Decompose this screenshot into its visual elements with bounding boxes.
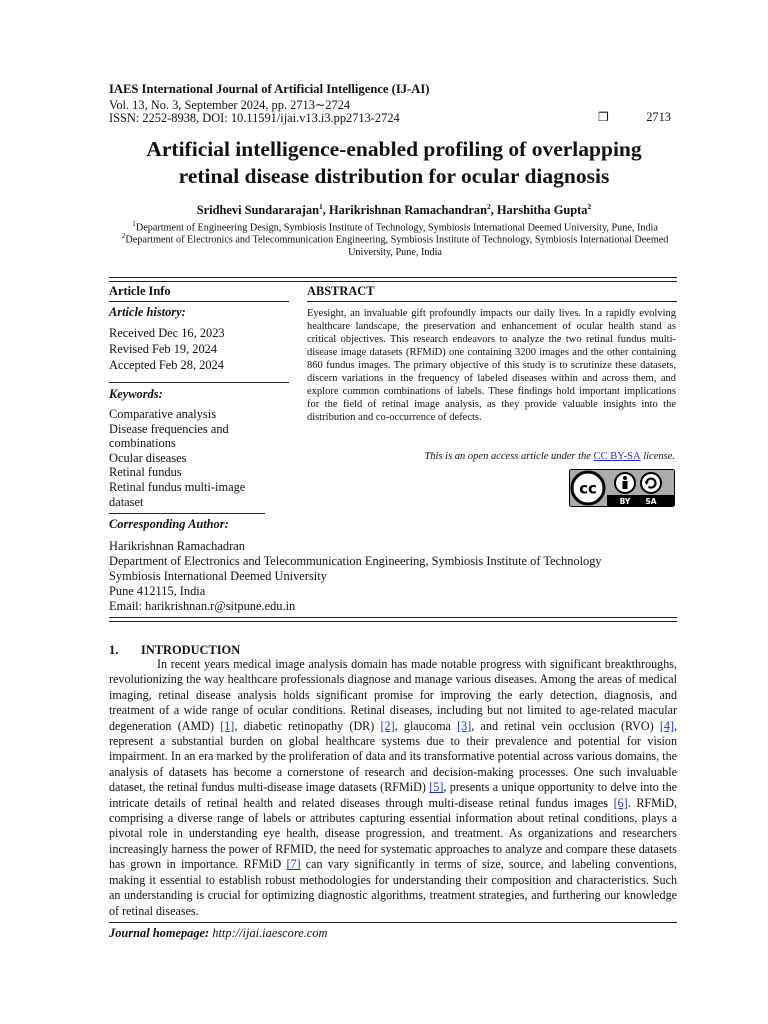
corresponding-dept: Department of Electronics and Telecommunication Engineering, Symbiosis Institute of Technology [109, 554, 602, 568]
author-2: Harikrishnan Ramachandran [328, 203, 487, 218]
keyword: dataset [109, 494, 144, 509]
keyword: Comparative analysis [109, 407, 217, 421]
citation-link[interactable]: [2] [380, 718, 395, 733]
citation-link[interactable]: [3] [457, 718, 472, 733]
keywords-list [109, 407, 274, 509]
text-run: , and retinal vein occlusion (RVO) [471, 718, 660, 733]
journal-volume: Vol. 13, No. 3, September 2024, pp. 2713∼2724 [109, 98, 351, 112]
divider [307, 301, 677, 302]
divider [109, 922, 677, 923]
text-run: . RFMiD, comprising a diverse range of labels or attributes capturing essential information about retinal conditions, plays a pivotal role in understanding eye health, disease progression, and treatment. As organizations and researchers increasingly harness the power of RFMID, the need for systematic approaches to analyze and compare these datasets has grown in importance. RFMiD [109, 795, 677, 872]
text-run: In recent years medical image analysis domain has made notable progress with significant breakthroughs, revolutionizing the way healthcare professionals diagnose and manage various diseases. Among the areas of medical imaging, retinal disease analysis holds significant promise for improving the early detection, diagnosis, and treatment of a wide range of ocular conditions. Retinal diseases, including but not limited to age-related macular degeneration (AMD) [109, 657, 677, 733]
page-number: 2713 [646, 110, 671, 124]
divider [109, 281, 677, 282]
journal-issn-doi: ISSN: 2252-8938, DOI: 10.11591/ijai.v13.i3.pp2713-2724 [109, 111, 400, 125]
paper-title [60, 136, 728, 190]
open-access-suffix: license. [640, 451, 675, 462]
author-separator: , [490, 203, 497, 218]
text-run: , presents a unique opportunity to delve into the intricate details of retinal health and related diseases through multi-disease retinal fundus images [109, 780, 677, 810]
divider [109, 617, 677, 618]
author-3-affil: 2 [587, 202, 592, 211]
revised-date: Revised Feb 19, 2024 [109, 342, 218, 356]
corresponding-univ: Symbiosis International Deemed University [109, 569, 327, 583]
section-heading [109, 643, 240, 658]
section-number: 1. [109, 643, 119, 657]
citation-link[interactable]: [4] [659, 718, 674, 733]
author-list [60, 202, 728, 218]
sa-label: SA [645, 497, 657, 506]
affiliation-2 [100, 230, 690, 260]
box-icon: ❒ [598, 110, 609, 124]
corresponding-author-heading: Corresponding Author: [109, 517, 229, 531]
cc-by-sa-badge-icon[interactable] [569, 469, 675, 507]
open-access-notice [424, 451, 675, 462]
affiliation-2-text-cont: University, Pune, India [348, 246, 442, 258]
keyword: combinations [109, 436, 176, 451]
homepage-label: Journal homepage: [109, 926, 210, 940]
journal-homepage [109, 926, 327, 941]
accepted-date: Accepted Feb 28, 2024 [109, 358, 224, 372]
author-3: Harshitha Gupta [496, 203, 588, 218]
open-access-prefix: This is an open access article under the [424, 451, 594, 462]
text-run: , diabetic retinopathy (DR) [234, 718, 381, 733]
citation-link[interactable]: [5] [429, 780, 444, 795]
title-line-1: Artificial intelligence-enabled profiling of overlapping [146, 137, 642, 161]
divider [109, 382, 289, 383]
corresponding-name: Harikrishnan Ramachadran [109, 539, 245, 553]
divider [109, 621, 677, 622]
divider [109, 277, 677, 278]
introduction-paragraph [109, 657, 677, 919]
abstract-text: Eyesight, an invaluable gift profoundly impacts our daily lives. In a rapidly evolving healthcare landscape, the preservation and enhancement of ocular health stand as critical objectives. This research endeavors to analyze the two retinal fundus multi-disease image datasets (RFMiD) one containing 3200 images and the other containing 860 fundus images. The primary objective of this study is to scrutinize these datasets, discern variations in the frequency of labeled diseases within and across them, and explore common combinations of labels. These findings hold important implications for the field of retinal image analysis, as they provide valuable insights into the distribution and co-occurrence of defects. [307, 308, 676, 423]
keyword: Retinal fundus multi-image [109, 479, 246, 494]
article-info-heading: Article Info [109, 284, 171, 298]
text-run: , glaucoma [394, 718, 458, 733]
author-1-affil: 1 [319, 202, 323, 211]
divider [109, 513, 265, 514]
author-2-affil: 2 [486, 202, 491, 211]
affiliation-1-text: Department of Engineering Design, Symbiosis Institute of Technology, Symbiosis International Deemed University, Pune, India [135, 222, 658, 234]
corresponding-author-details [109, 539, 602, 614]
affiliation-2-marker: 2 [121, 231, 126, 240]
received-date: Received Dec 16, 2023 [109, 326, 225, 340]
abstract-heading: ABSTRACT [307, 284, 375, 298]
cc-by-sa-link[interactable]: CC BY-SA [593, 451, 641, 462]
text-run: can vary significantly in terms of size, source, and labeling conventions, making it essential to establish robust methodologies for understanding their composition and characteristics. Such an understanding is crucial for optimizing diagnostic algorithms, treatment strategies, and furthering our knowledge of retinal diseases. [109, 857, 677, 918]
divider [109, 301, 289, 302]
by-label: BY [619, 497, 631, 506]
citation-link[interactable]: [1] [220, 718, 235, 733]
homepage-url[interactable]: http://ijai.iaescore.com [209, 926, 328, 940]
affiliation-2-text: Department of Electronics and Telecommunication Engineering, Symbiosis Institute of Technology, Symbiosis International Deemed [125, 234, 669, 246]
title-line-2: retinal disease distribution for ocular diagnosis [178, 164, 610, 188]
section-title: INTRODUCTION [141, 643, 241, 657]
corresponding-email: Email: harikrishnan.r@sitpune.edu.in [109, 599, 296, 613]
article-history-heading: Article history: [109, 305, 186, 319]
cc-label: cc [579, 479, 597, 498]
affiliation-1-marker: 1 [132, 219, 136, 228]
text-run: , represent a substantial burden on global healthcare systems due to their prevalence and potential for vision impairment. In an era marked by the proliferation of data and its transformative potential across various domains, the analysis of datasets has become a cornerstone of research and decision-making processes. One such invaluable dataset, the retinal fundus multi-disease image datasets (RFMiD) [109, 718, 678, 795]
keyword: Disease frequencies and [109, 421, 229, 436]
corresponding-city: Pune 412115, India [109, 584, 206, 598]
keywords-heading: Keywords: [109, 387, 163, 401]
keyword: Retinal fundus [109, 465, 182, 480]
author-separator: , [322, 203, 329, 218]
journal-name: IAES International Journal of Artificial Intelligence (IJ-AI) [109, 82, 430, 96]
author-1: Sridhevi Sundararajan [196, 203, 319, 218]
citation-link[interactable]: [7] [286, 857, 301, 872]
article-history [109, 325, 225, 373]
citation-link[interactable]: [6] [613, 795, 628, 810]
keyword: Ocular diseases [109, 450, 187, 465]
